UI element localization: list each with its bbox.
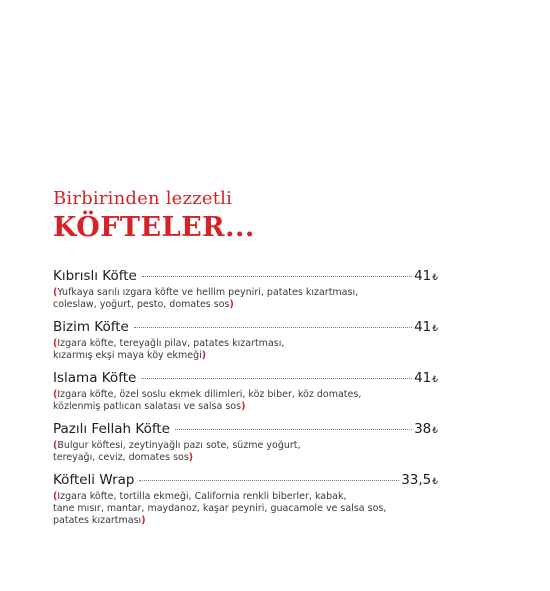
- description-text: Bulgur köftesi, zeytinyağlı pazı sote, süzme yoğurt,: [57, 440, 301, 451]
- description-line: [53, 287, 438, 299]
- description-line: [53, 299, 438, 311]
- menu-item-name: Köfteli Wrap: [53, 472, 135, 488]
- menu-item-name: Pazılı Fellah Köfte: [53, 421, 170, 437]
- lira-icon: ₺: [432, 273, 438, 283]
- price-value: 41: [414, 370, 432, 386]
- menu-item-price: [414, 421, 438, 440]
- menu-item-name: Kıbrıslı Köfte: [53, 268, 137, 284]
- close-paren: ): [201, 350, 207, 361]
- open-paren: (: [53, 440, 58, 451]
- description-line: [53, 452, 438, 464]
- description-text: tane mısır, mantar, maydanoz, kaşar peyniri, guacamole ve salsa sos,: [53, 503, 387, 514]
- description-line: [53, 515, 438, 527]
- menu-item-description: [53, 440, 438, 464]
- description-text: Izgara köfte, özel soslu ekmek dilimleri, köz biber, köz domates,: [57, 389, 362, 400]
- price-value: 33,5: [401, 472, 432, 488]
- menu-item: [53, 268, 438, 311]
- open-paren: (: [53, 491, 58, 502]
- menu-item-price: [414, 370, 438, 389]
- section-subtitle: Birbirinden lezzetli: [53, 188, 233, 209]
- close-paren: ): [188, 452, 194, 463]
- description-line: [53, 401, 438, 413]
- description-text: Izgara köfte, tortilla ekmeği, California renkli biberler, kabak,: [57, 491, 347, 502]
- description-line: [53, 389, 438, 401]
- description-line: [53, 491, 438, 503]
- menu-heading: [53, 188, 255, 244]
- description-line: [53, 503, 438, 515]
- menu-item-description: [53, 491, 438, 527]
- description-line: [53, 338, 438, 350]
- menu-item-description: [53, 338, 438, 362]
- description-text: Izgara köfte, tereyağlı pilav, patates kızartması,: [57, 338, 285, 349]
- menu-item: [53, 421, 438, 464]
- description-line: [53, 440, 438, 452]
- open-paren: (: [53, 389, 58, 400]
- lira-icon: ₺: [432, 477, 438, 487]
- dot-leader: [134, 327, 412, 328]
- menu-item-name: Islama Köfte: [53, 370, 137, 386]
- description-text: tereyağı, ceviz, domates sos: [53, 452, 189, 463]
- dot-leader: [141, 378, 412, 379]
- menu-item-row: [53, 319, 438, 338]
- lira-icon: ₺: [432, 324, 438, 334]
- menu-item-name: Bizim Köfte: [53, 319, 129, 335]
- description-text: patates kızartması: [53, 515, 142, 526]
- menu-item: [53, 319, 438, 362]
- description-line: [53, 350, 438, 362]
- price-value: 38: [414, 421, 432, 437]
- dot-leader: [139, 480, 399, 481]
- description-text: coleslaw, yoğurt, pesto, domates sos: [53, 299, 230, 310]
- description-text: Yufkaya sarılı ızgara köfte ve hellim peyniri, patates kızartması,: [57, 287, 359, 298]
- menu-item-price: [414, 319, 438, 338]
- menu-item-row: [53, 370, 438, 389]
- menu-item-description: [53, 287, 438, 311]
- menu-item-price: [401, 472, 438, 491]
- description-text: kızarmış ekşi maya köy ekmeği: [53, 350, 202, 361]
- menu-item-description: [53, 389, 438, 413]
- price-value: 41: [414, 319, 432, 335]
- menu-item: [53, 370, 438, 413]
- close-paren: ): [229, 299, 234, 310]
- lira-icon: ₺: [432, 426, 438, 436]
- close-paren: ): [241, 401, 246, 412]
- menu-item-row: [53, 421, 438, 440]
- menu-item-price: [414, 268, 438, 287]
- menu-list: [53, 268, 438, 535]
- menu-item: [53, 472, 438, 527]
- open-paren: (: [53, 287, 58, 298]
- dot-leader: [175, 429, 412, 430]
- lira-icon: ₺: [432, 375, 438, 385]
- price-value: 41: [414, 268, 432, 284]
- open-paren: (: [53, 338, 58, 349]
- close-paren: ): [141, 515, 146, 526]
- menu-item-row: [53, 268, 438, 287]
- section-title: KÖFTELER...: [53, 212, 255, 243]
- menu-item-row: [53, 472, 438, 491]
- description-text: közlenmiş patlıcan salatası ve salsa sos: [53, 401, 242, 412]
- dot-leader: [142, 276, 412, 277]
